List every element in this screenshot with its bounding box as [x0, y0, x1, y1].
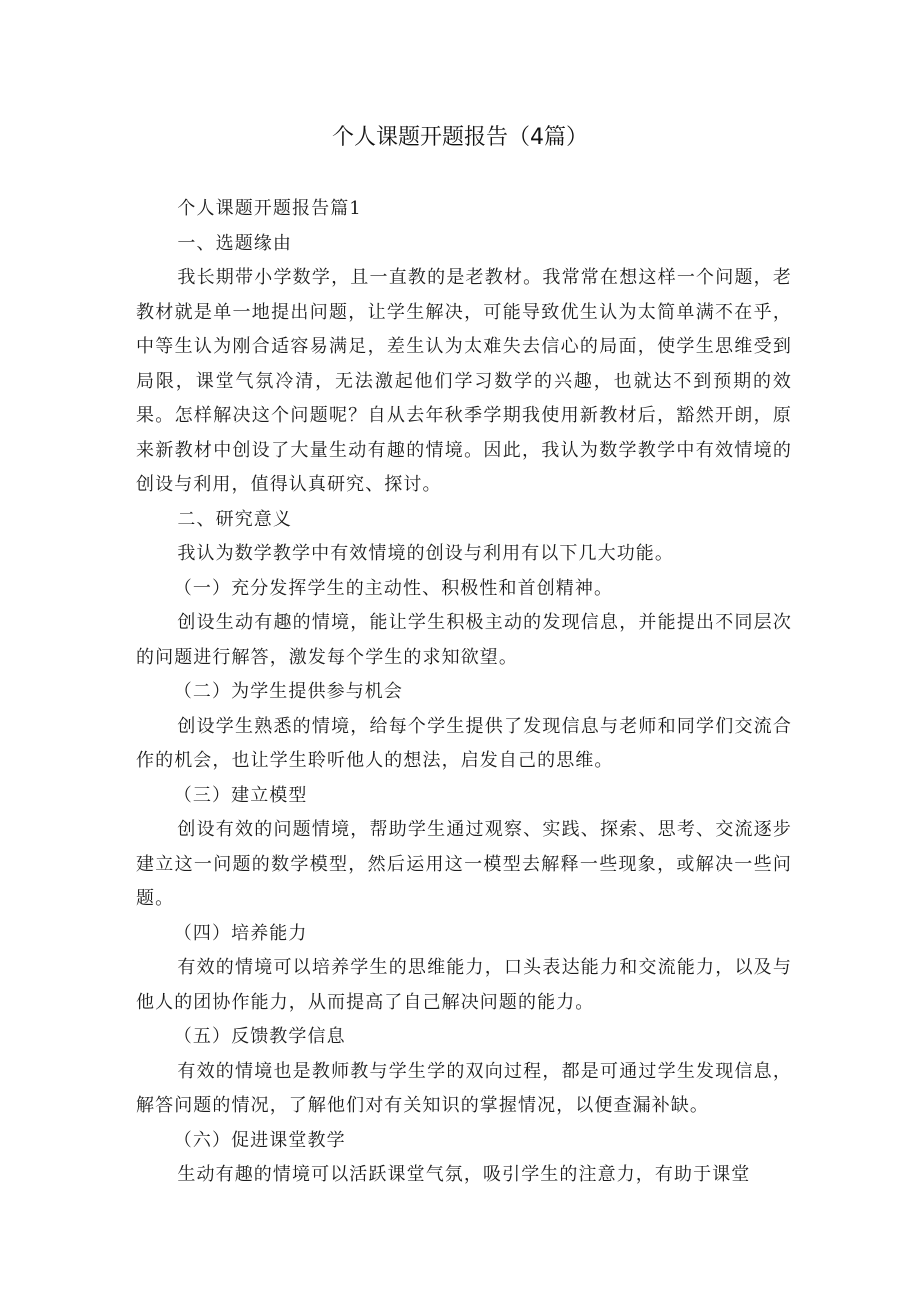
subheading-4: （四）培养能力 — [173, 922, 308, 944]
subheading-3: （三）建立模型 — [173, 784, 308, 806]
paragraph-2: 创设学生熟悉的情境，给每个学生提供了发现信息与老师和同学们交流合作的机会，也让学生聆听他人的想法，启发自己的思维。 — [136, 715, 792, 771]
subheading-1: （一）充分发挥学生的主动性、积极性和首创精神。 — [173, 577, 614, 599]
paragraph-topic-origin: 我长期带小学数学，且一直教的是老教材。我常常在想这样一个问题，老教材就是单一地提出问题，让学生解决，可能导致优生认为太简单满不在乎，中等生认为刚合适容易满足，差生认为太难失去信心的局面，使学生思维受到局限，课堂气氛冷清，无法激起他们学习数学的兴趣，也就达不到预期的效果。怎样解决这个问题呢？自从去年秋季学期我使用新教材后，豁然开朗，原来新教材中创设了大量生动有趣的情境。因此，我认为数学教学中有效情境的创设与利用，值得认真研究、探讨。 — [136, 267, 792, 495]
document-body — [136, 192, 792, 1193]
paragraph-3: 创设有效的问题情境，帮助学生通过观察、实践、探索、思考、交流逐步建立这一问题的数学模型，然后运用这一模型去解释一些现象，或解决一些问题。 — [136, 819, 792, 909]
paragraph-6: 生动有趣的情境可以活跃课堂气氛，吸引学生的注意力，有助于课堂 — [177, 1164, 751, 1185]
document-title: 个人课题开题报告（4篇） — [332, 125, 588, 150]
subheading-2: （二）为学生提供参与机会 — [173, 681, 403, 702]
subheading-6: （六）促进课堂教学 — [173, 1129, 346, 1151]
section-title: 个人课题开题报告篇1 — [177, 198, 362, 219]
paragraph-functions-intro: 我认为数学教学中有效情境的创设与利用有以下几大功能。 — [177, 543, 674, 564]
heading-research-significance: 二、研究意义 — [177, 508, 292, 530]
paragraph-1: 创设生动有趣的情境，能让学生积极主动的发现信息，并能提出不同层次的问题进行解答，激发每个学生的求知欲望。 — [136, 612, 792, 668]
subheading-5: （五）反馈教学信息 — [173, 1026, 346, 1047]
paragraph-5: 有效的情境也是教师教与学生学的双向过程，都是可通过学生发现信息，解答问题的情况，了解他们对有关知识的掌握情况，以便查漏补缺。 — [136, 1060, 792, 1116]
heading-topic-origin: 一、选题缘由 — [177, 232, 292, 254]
paragraph-4: 有效的情境可以培养学生的思维能力，口头表达能力和交流能力，以及与他人的团协作能力，从而提高了自己解决问题的能力。 — [136, 957, 792, 1013]
